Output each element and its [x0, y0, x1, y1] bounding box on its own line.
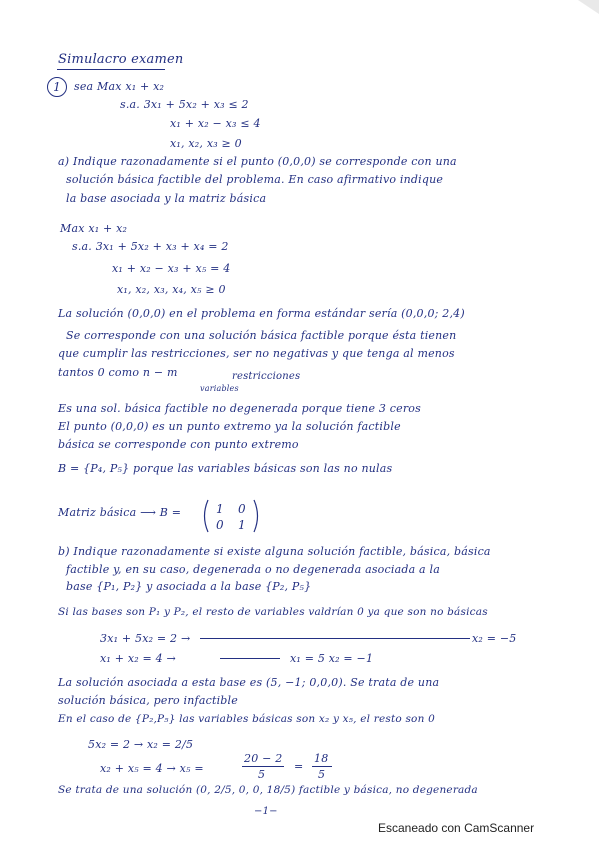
- standard-form-3: x₁ + x₂ − x₃ + x₅ = 4: [112, 262, 231, 275]
- crossed-out-work-2: [220, 658, 280, 659]
- problem-line-3: x₁ + x₂ − x₃ ≤ 4: [170, 117, 261, 130]
- part-a-answer-4c: variables: [200, 384, 239, 393]
- scanner-watermark: Escaneado con CamScanner: [378, 821, 535, 835]
- fraction-1-bar: [242, 766, 284, 767]
- fraction-2-bar: [312, 766, 332, 767]
- problem-line-4: x₁, x₂, x₃ ≥ 0: [170, 137, 242, 150]
- part-a-answer-4: tantos 0 como n − m: [58, 366, 178, 379]
- part-a-answer-3: que cumplir las restricciones, ser no negativas y que tenga al menos: [58, 347, 455, 360]
- part-a-answer-8: B = {P₄, P₅} porque las variables básicas son las no nulas: [58, 462, 393, 475]
- equals-sign: =: [294, 760, 304, 773]
- part-a-answer-2: Se corresponde con una solución básica factible porque ésta tienen: [66, 329, 457, 342]
- problem-number: 1: [47, 77, 67, 97]
- part-a-answer-4b: restricciones: [232, 371, 301, 382]
- part-b-answer-1: Si las bases son P₁ y P₂, el resto de variables valdrían 0 ya que son no básicas: [58, 606, 488, 618]
- standard-form-2: s.a. 3x₁ + 5x₂ + x₃ + x₄ = 2: [72, 240, 229, 253]
- standard-form-4: x₁, x₂, x₃, x₄, x₅ ≥ 0: [117, 283, 226, 296]
- part-a-question-2: solución básica factible del problema. En caso afirmativo indique: [66, 173, 444, 186]
- fraction-2-numerator: 18: [314, 752, 329, 765]
- title-underline: [57, 69, 165, 70]
- part-a-answer-7: básica se corresponde con punto extremo: [58, 438, 299, 451]
- page-corner: [578, 0, 599, 14]
- part-b-answer-2: La solución asociada a esta base es (5, −1; 0,0,0). Se trata de una: [58, 676, 440, 689]
- part-a-answer-5: Es una sol. básica factible no degenerada porque tiene 3 ceros: [58, 402, 421, 415]
- part-a-question-3: la base asociada y la matriz básica: [66, 192, 267, 205]
- part-a-answer-1: La solución (0,0,0) en el problema en forma estándar sería (0,0,0; 2,4): [58, 307, 465, 320]
- part-b-answer-3: solución básica, pero infactible: [58, 694, 238, 707]
- document-title: Simulacro examen: [58, 52, 184, 67]
- page-number: −1−: [254, 806, 278, 817]
- part-b-question-2: factible y, en su caso, degenerada o no degenerada asociada a la: [66, 563, 440, 576]
- equation-1-result: x₂ = −5: [472, 632, 517, 645]
- standard-form-1: Max x₁ + x₂: [60, 222, 128, 235]
- fraction-2-denominator: 5: [318, 768, 326, 781]
- fraction-1-denominator: 5: [258, 768, 266, 781]
- fraction-1-numerator: 20 − 2: [244, 752, 283, 765]
- matrix-cell: 1: [216, 502, 224, 516]
- part-b-question-3: base {P₁, P₂} y asociada a la base {P₂, P₅}: [66, 580, 312, 593]
- part-a-answer-6: El punto (0,0,0) es un punto extremo ya la solución factible: [58, 420, 401, 433]
- matrix-cell: 1: [238, 518, 246, 532]
- equation-2-result: x₁ = 5 x₂ = −1: [290, 652, 374, 665]
- part-b-question-1: b) Indique razonadamente si existe alguna solución factible, básica, básica: [58, 545, 491, 558]
- equation-4: x₂ + x₅ = 4 → x₅ =: [100, 762, 204, 775]
- equation-1: 3x₁ + 5x₂ = 2 →: [100, 632, 191, 645]
- part-b-answer-5: Se trata de una solución (0, 2/5, 0, 0, 18/5) factible y básica, no degenerada: [58, 784, 478, 796]
- problem-line-2: s.a. 3x₁ + 5x₂ + x₃ ≤ 2: [120, 98, 249, 111]
- part-b-answer-4: En el caso de {P₂,P₅} las variables básicas son x₂ y x₅, el resto son 0: [58, 713, 435, 725]
- matrix-cell: 0: [238, 502, 246, 516]
- matrix-label: Matriz básica ⟶ B =: [58, 506, 182, 519]
- problem-line-1: sea Max x₁ + x₂: [74, 80, 165, 93]
- crossed-out-work: [200, 638, 470, 639]
- part-a-question-1: a) Indique razonadamente si el punto (0,0,0) se corresponde con una: [58, 155, 457, 168]
- equation-3: 5x₂ = 2 → x₂ = 2/5: [88, 738, 194, 751]
- matrix-cell: 0: [216, 518, 224, 532]
- basis-matrix: [200, 498, 262, 534]
- equation-2: x₁ + x₂ = 4 →: [100, 652, 176, 665]
